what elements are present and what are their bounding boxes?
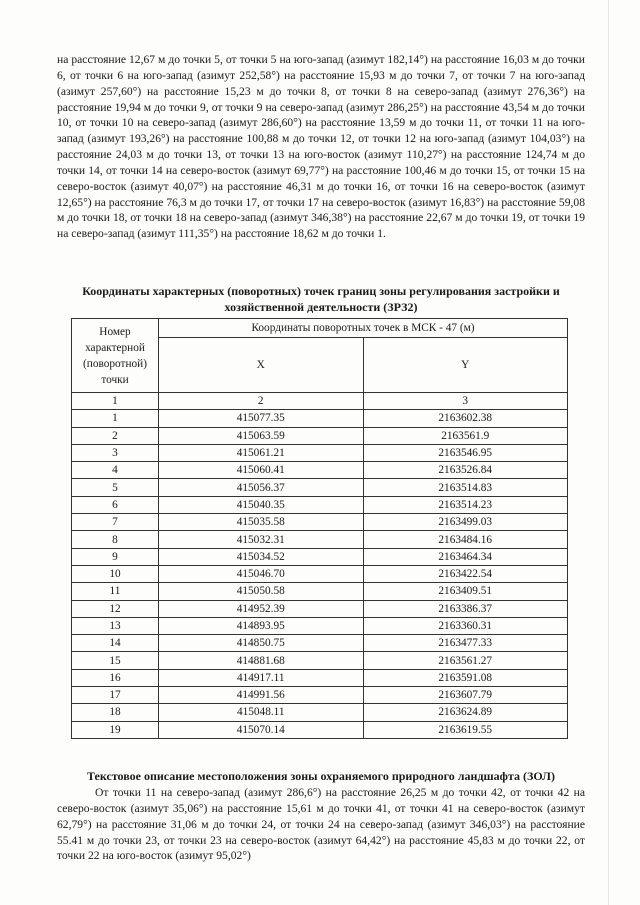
point-number-cell: 3 — [72, 444, 159, 461]
table-row — [72, 479, 568, 496]
point-number-cell: 14 — [72, 635, 159, 652]
table-row — [72, 687, 568, 704]
table-row — [72, 410, 568, 427]
point-number-cell: 15 — [72, 652, 159, 669]
column-index-1: 1 — [72, 393, 159, 410]
x-coordinate-cell: 415063.59 — [159, 427, 364, 444]
point-number-cell: 16 — [72, 669, 159, 686]
y-coordinate-cell: 2163591.08 — [363, 669, 568, 686]
column-index-row — [72, 393, 568, 410]
point-number-cell: 9 — [72, 548, 159, 565]
intro-paragraph: на расстояние 12,67 м до точки 5, от точки 5 на юго-запад (азимут 182,14°) на расстояние 16,03 м до точки 6, от точки 6 на юго-запад (азимут 252,58°) на расстояние 15,93 м до точки 7, от точки 7 на юго-запад (азимут 257,60°) на расстояние 15,23 м до точки 8, от точки 8 на северо-запад (азимут 276,36°) на расстояние 19,94 м до точки 9, от точки 9 на северо-запад (азимут 286,25°) на расстояние 43,54 м до точки 10, от точки 10 на северо-запад (азимут 286,60°) на расстояние 13,59 м до точки 11, от точки 11 на юго-запад (азимут 193,26°) на расстояние 100,88 м до точки 12, от точки 12 на юго-запад (азимут 104,03°) на расстояние 24,03 м до точки 13, от точки 13 на юго-восток (азимут 110,27°) на расстояние 124,74 м до точки 14, от точки 14 на северо-восток (азимут 69,77°) на расстояние 100,46 м до точки 15, от точки 15 на северо-восток (азимут 40,07°) на расстояние 46,31 м до точки 16, от точки 16 на северо-восток (азимут 12,65°) на расстояние 76,3 м до точки 17, от точки 17 на северо-восток (азимут 16,83°) на расстояние 59,08 м до точки 18, от точки 18 на северо-запад (азимут 346,38°) на расстояние 22,67 м до точки 19, от точки 19 на северо-запад (азимут 111,35°) на расстояние 18,62 м до точки 1. — [57, 53, 585, 241]
page-edge-shadow — [608, 0, 609, 905]
x-coordinate-cell: 415061.21 — [159, 444, 364, 461]
column-index-3: 3 — [363, 393, 568, 410]
y-coordinate-cell: 2163409.51 — [363, 583, 568, 600]
y-coordinate-cell: 2163499.03 — [363, 514, 568, 531]
x-coordinate-cell: 415032.31 — [159, 531, 364, 548]
x-coordinate-cell: 415070.14 — [159, 721, 364, 738]
y-coordinate-cell: 2163484.16 — [363, 531, 568, 548]
x-coordinate-cell: 415060.41 — [159, 462, 364, 479]
y-coordinate-cell: 2163602.38 — [363, 410, 568, 427]
point-number-cell: 6 — [72, 496, 159, 513]
x-coordinate-cell: 415040.35 — [159, 496, 364, 513]
header-coordinates: Координаты поворотных точек в МСК - 47 (м) — [159, 319, 568, 338]
y-coordinate-cell: 2163360.31 — [363, 617, 568, 634]
table-row — [72, 531, 568, 548]
table-row — [72, 704, 568, 721]
section-title: Текстовое описание местоположения зоны охраняемого природного ландшафта (ЗОЛ) — [87, 769, 555, 783]
point-number-cell: 19 — [72, 721, 159, 738]
coordinates-table — [71, 318, 568, 739]
table-row — [72, 514, 568, 531]
point-number-cell: 7 — [72, 514, 159, 531]
point-number-cell: 4 — [72, 462, 159, 479]
point-number-cell: 1 — [72, 410, 159, 427]
point-number-cell: 11 — [72, 583, 159, 600]
table-row — [72, 565, 568, 582]
y-coordinate-cell: 2163624.89 — [363, 704, 568, 721]
header-x: X — [159, 338, 364, 393]
point-number-cell: 8 — [72, 531, 159, 548]
x-coordinate-cell: 415077.35 — [159, 410, 364, 427]
point-number-cell: 13 — [72, 617, 159, 634]
y-coordinate-cell: 2163514.83 — [363, 479, 568, 496]
y-coordinate-cell: 2163526.84 — [363, 462, 568, 479]
table-row — [72, 548, 568, 565]
x-coordinate-cell: 414952.39 — [159, 600, 364, 617]
point-number-cell: 10 — [72, 565, 159, 582]
table-title: Координаты характерных (поворотных) точек границ зоны регулирования застройки и хозяйственной деятельности (ЗРЗ2) — [82, 284, 560, 314]
point-number-cell: 17 — [72, 687, 159, 704]
y-coordinate-cell: 2163607.79 — [363, 687, 568, 704]
point-number-cell: 5 — [72, 479, 159, 496]
x-coordinate-cell: 415050.58 — [159, 583, 364, 600]
point-number-cell: 12 — [72, 600, 159, 617]
y-coordinate-cell: 2163477.33 — [363, 635, 568, 652]
header-point-number: Номер характерной (поворотной) точки — [72, 319, 159, 393]
x-coordinate-cell: 415048.11 — [159, 704, 364, 721]
y-coordinate-cell: 2163561.9 — [363, 427, 568, 444]
x-coordinate-cell: 415034.52 — [159, 548, 364, 565]
y-coordinate-cell: 2163619.55 — [363, 721, 568, 738]
y-coordinate-cell: 2163386.37 — [363, 600, 568, 617]
header-y: Y — [363, 338, 568, 393]
x-coordinate-cell: 415035.58 — [159, 514, 364, 531]
section-paragraph: От точки 11 на северо-запад (азимут 286,6°) на расстояние 26,25 м до точки 42, от точки 42 на северо-восток (азимут 35,06°) на расстояние 15,61 м до точки 41, от точки 41 на северо-восток (азимут 62,79°) на расстояние 31,06 м до точки 24, от точки 24 на северо-запад (азимут 346,03°) на расстояние 55.41 м до точки 23, от точки 23 на северо-восток (азимут 64,42°) на расстояние 45,83 м до точки 22, от точки 22 на юго-восток (азимут 95,02°) — [57, 786, 585, 863]
table-row — [72, 617, 568, 634]
table-row — [72, 721, 568, 738]
table-row — [72, 496, 568, 513]
point-number-cell: 18 — [72, 704, 159, 721]
y-coordinate-cell: 2163546.95 — [363, 444, 568, 461]
table-row — [72, 444, 568, 461]
table-row — [72, 669, 568, 686]
x-coordinate-cell: 415046.70 — [159, 565, 364, 582]
column-index-2: 2 — [159, 393, 364, 410]
table-row — [72, 652, 568, 669]
y-coordinate-cell: 2163514.23 — [363, 496, 568, 513]
x-coordinate-cell: 415056.37 — [159, 479, 364, 496]
y-coordinate-cell: 2163464.34 — [363, 548, 568, 565]
x-coordinate-cell: 414991.56 — [159, 687, 364, 704]
point-number-cell: 2 — [72, 427, 159, 444]
table-row — [72, 600, 568, 617]
x-coordinate-cell: 414893.95 — [159, 617, 364, 634]
table-row — [72, 427, 568, 444]
y-coordinate-cell: 2163561.27 — [363, 652, 568, 669]
table-row — [72, 635, 568, 652]
table-row — [72, 462, 568, 479]
x-coordinate-cell: 414917.11 — [159, 669, 364, 686]
x-coordinate-cell: 414850.75 — [159, 635, 364, 652]
y-coordinate-cell: 2163422.54 — [363, 565, 568, 582]
x-coordinate-cell: 414881.68 — [159, 652, 364, 669]
table-row — [72, 583, 568, 600]
